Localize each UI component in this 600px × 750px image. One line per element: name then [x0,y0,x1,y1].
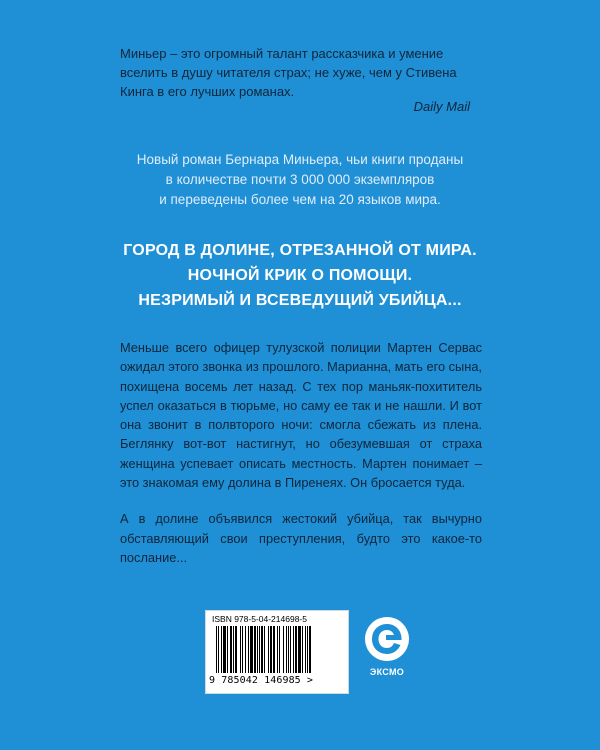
barcode-bar [250,626,253,673]
barcode-bar [290,626,291,673]
barcode-bar [254,626,256,673]
synopsis-paragraph: А в долине объявился жестокий убийца, так вычурно обставляющий свои преступления, будто это какое-то послание... [120,511,482,565]
barcode-bar [235,626,237,673]
barcode-bar [218,626,219,673]
tagline-line: ГОРОД В ДОЛИНЕ, ОТРЕЗАННОЙ ОТ МИРА. [123,242,477,259]
barcode-bar [277,626,278,673]
barcode-bar [270,626,272,673]
review-quote: Миньер – это огромный талант рассказчика и умение вселить в душу читателя страх; не хуже, чем у Стивена Кинга в его лучших романах. [120,46,457,99]
barcode-bar [227,626,228,673]
barcode-bar [261,626,263,673]
synopsis [120,338,482,584]
barcode-bar [245,626,246,673]
barcode-bar [286,626,287,673]
barcode-bar [298,626,301,673]
publisher-logo [363,617,411,689]
promo-text [110,150,490,210]
promo-line: в количестве почти 3 000 000 экземпляров [165,172,435,187]
synopsis-paragraph: Меньше всего офицер тулузской полиции Мартен Сервас ожидал этого звонка из прошлого. Марианна, мать его сына, похищена восемь лет назад. С тех пор маньяк-похититель успел оказаться в тюрьме, но саму ее так и не нашли. И вот она звонит в полвторого ночи: смогла сбежать из плена. Беглянку вот-вот настигнут, но обезумевшая от страха женщина успевает описать местность. Мартен понимает – это знакомая ему долина в Пиренеях. Он бросается туда. [120,340,482,491]
barcode-bar [223,626,226,673]
barcode-bar [309,626,311,673]
barcode-bar [288,626,289,673]
barcode-bar [221,626,222,673]
promo-line: Новый роман Бернара Миньера, чьи книги проданы [136,152,464,167]
barcode-label [205,610,349,694]
barcode-bar [295,626,297,673]
barcode-bar [248,626,249,673]
barcode-bar [242,626,243,673]
barcode-bar [216,626,217,673]
isbn-number: ISBN 978-5-04-214698-5 [212,614,307,624]
barcode-bar [240,626,241,673]
publisher-name: ЭКСМО [369,667,405,677]
barcode-bar [257,626,258,673]
barcode-bar [259,626,260,673]
eksmo-logo-icon [365,617,409,661]
barcode-bar [273,626,275,673]
barcode-bar [230,626,232,673]
review-source: Daily Mail [413,99,470,114]
barcode-bar [302,626,303,673]
tagline [90,238,510,313]
barcode-bar [307,626,308,673]
promo-line: и переведены более чем на 20 языков мира. [159,192,441,207]
tagline-line: НЕЗРИМЫЙ И ВСЕВЕДУЩИЙ УБИЙЦА... [138,292,462,309]
barcode-bar [233,626,234,673]
barcode-bar [305,626,306,673]
barcode-bar [264,626,265,673]
tagline-line: НОЧНОЙ КРИК О ПОМОЩИ. [187,267,413,284]
barcode-bar [279,626,280,673]
ean-number: 9 785042 146985 > [209,675,314,686]
barcode-bar [283,626,284,673]
barcode-bar [293,626,294,673]
barcode-bar [268,626,269,673]
